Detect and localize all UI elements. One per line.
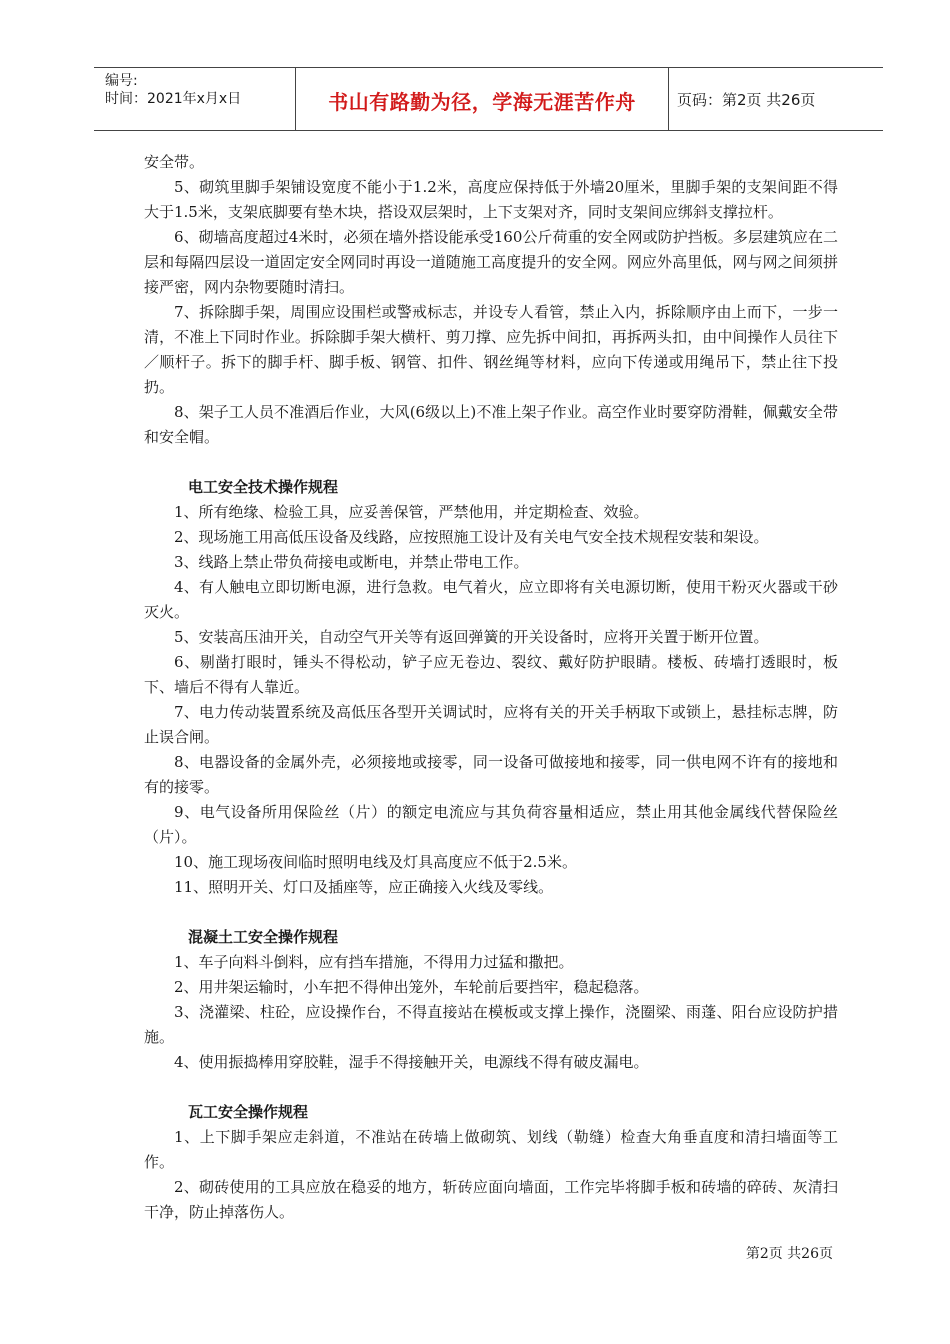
paragraph: 9、电气设备所用保险丝（片）的额定电流应与其负荷容量相适应，禁止用其他金属线代替保险丝（片）。 [144, 803, 838, 846]
header-page-cell [669, 68, 883, 130]
paragraph: 2、砌砖使用的工具应放在稳妥的地方，斩砖应面向墙面，工作完毕将脚手板和砖墙的碎砖、灰清扫干净，防止掉落伤人。 [144, 1178, 838, 1221]
continuation-text: 安全带。 [144, 153, 205, 171]
page-footer: 第2页 共26页 [745, 1246, 833, 1262]
paragraph: 11、照明开关、灯口及插座等，应正确接入火线及零线。 [174, 878, 554, 896]
paragraph: 2、现场施工用高低压设备及线路，应按照施工设计及有关电气安全技术规程安装和架设。 [174, 528, 769, 546]
section-title-electrician: 电工安全技术操作规程 [188, 478, 339, 496]
paragraph: 8、电器设备的金属外壳，必须接地或接零，同一设备可做接地和接零，同一供电网不许有的接地和有的接零。 [144, 753, 838, 796]
paragraph: 1、车子向料斗倒料，应有挡车措施，不得用力过猛和撒把。 [174, 953, 574, 971]
paragraph: 4、使用振捣棒用穿胶鞋，湿手不得接触开关，电源线不得有破皮漏电。 [174, 1053, 649, 1071]
paragraph: 7、拆除脚手架，周围应设围栏或警戒标志，并设专人看管，禁止入内，拆除顺序由上而下，一步一清，不准上下同时作业。拆除脚手架大横杆、剪刀撑、应先拆中间扣，再拆两头扣，由中间操作人员往下／顺杆子。拆下的脚手杆、脚手板、钢管、扣件、钢丝绳等材料，应向下传递或用绳吊下，禁止往下投扔。 [144, 303, 838, 396]
page-header [94, 67, 883, 131]
doc-number-label: 编号: [105, 73, 138, 89]
paragraph: 5、砌筑里脚手架铺设宽度不能小于1.2米，高度应保持低于外墙20厘米，里脚手架的支架间距不得大于1.5米，支架底脚要有垫木块，搭设双层架时，上下支架对齐，同时支架间应绑斜支撑拉杆。 [144, 178, 838, 221]
header-motto-cell [296, 68, 669, 130]
paragraph: 6、剔凿打眼时，锤头不得松动，铲子应无卷边、裂纹、戴好防护眼睛。楼板、砖墙打透眼时，板下、墙后不得有人靠近。 [144, 653, 838, 696]
section-title-concrete: 混凝土工安全操作规程 [188, 928, 339, 946]
section-title-masonry: 瓦工安全操作规程 [188, 1103, 309, 1121]
paragraph: 3、线路上禁止带负荷接电或断电，并禁止带电工作。 [174, 553, 529, 571]
motto: 书山有路勤为径，学海无涯苦作舟 [328, 90, 636, 114]
paragraph: 7、电力传动装置系统及高低压各型开关调试时，应将有关的开关手柄取下或锁上，悬挂标志牌，防止误合闸。 [144, 703, 838, 746]
paragraph: 3、浇灌梁、柱砼，应设操作台，不得直接站在模板或支撑上操作，浇圈梁、雨蓬、阳台应设防护措施。 [144, 1003, 838, 1046]
paragraph: 6、砌墙高度超过4米时，必须在墙外搭设能承受160公斤荷重的安全网或防护挡板。多层建筑应在二层和每隔四层设一道固定安全网同时再设一道随施工高度提升的安全网。网应外高里低，网与网之间须拼接严密，网内杂物要随时清扫。 [144, 228, 838, 296]
paragraph: 5、安装高压油开关，自动空气开关等有返回弹簧的开关设备时，应将开关置于断开位置。 [174, 628, 769, 646]
time-label: 时间：2021年x月x日 [105, 91, 242, 107]
paragraph: 1、上下脚手架应走斜道，不准站在砖墙上做砌筑、划线（勒缝）检查大角垂直度和清扫墙面等工作。 [144, 1128, 838, 1171]
paragraph: 2、用井架运输时，小车把不得伸出笼外，车轮前后要挡牢，稳起稳落。 [174, 978, 649, 996]
paragraph: 8、架子工人员不准酒后作业，大风(6级以上)不准上架子作业。高空作业时要穿防滑鞋，佩戴安全带和安全帽。 [144, 403, 838, 446]
paragraph: 1、所有绝缘、检验工具，应妥善保管，严禁他用，并定期检查、效验。 [174, 503, 649, 521]
document-body [144, 150, 838, 1225]
paragraph: 4、有人触电立即切断电源，进行急救。电气着火，应立即将有关电源切断，使用干粉灭火器或干砂灭火。 [144, 578, 838, 621]
paragraph: 10、施工现场夜间临时照明电线及灯具高度应不低于2.5米。 [174, 853, 577, 871]
header-info-cell [94, 68, 296, 130]
page-code: 页码：第2页 共26页 [677, 91, 816, 109]
